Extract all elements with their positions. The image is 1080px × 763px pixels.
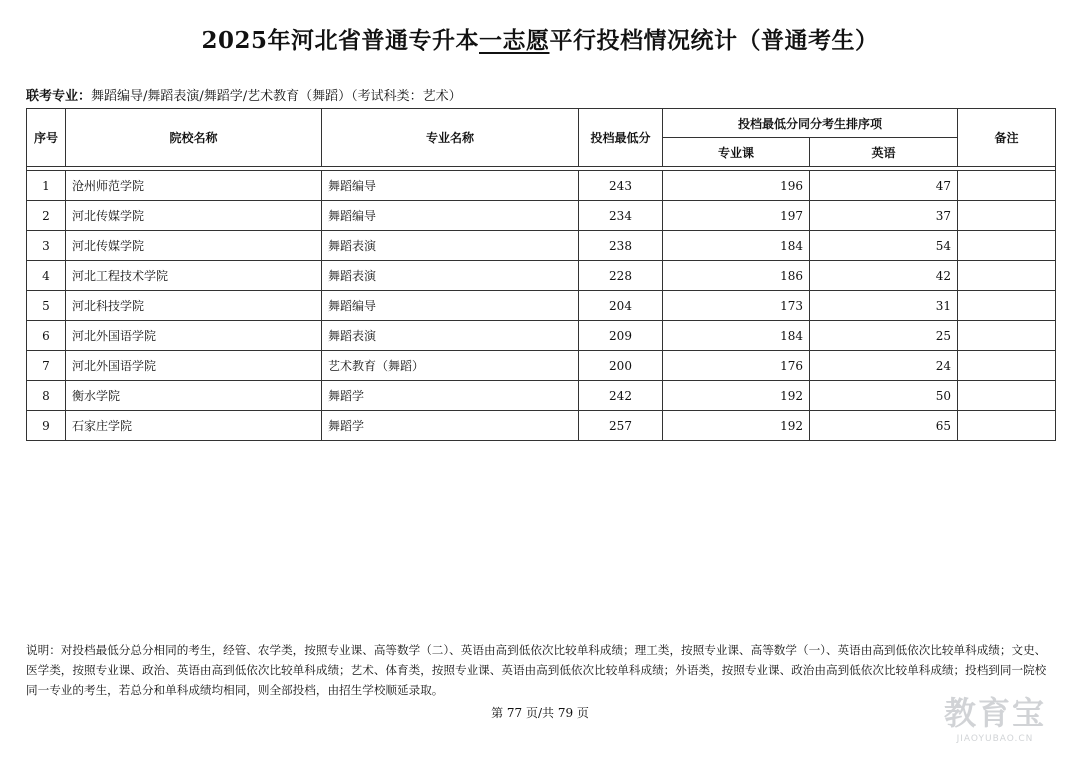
cell-remarks — [958, 171, 1056, 201]
header-min-score: 投档最低分 — [579, 109, 663, 167]
cell-min-score: 242 — [579, 381, 663, 411]
cell-school: 河北传媒学院 — [66, 231, 322, 261]
cell-major: 舞蹈表演 — [322, 231, 579, 261]
table-row — [27, 231, 1056, 261]
cell-min-score: 257 — [579, 411, 663, 441]
header-remarks: 备注 — [958, 109, 1056, 167]
cell-remarks — [958, 231, 1056, 261]
cell-index: 6 — [27, 321, 66, 351]
header-index: 序号 — [27, 109, 66, 167]
cell-min-score: 243 — [579, 171, 663, 201]
cell-major-course: 173 — [663, 291, 810, 321]
cell-major-course: 184 — [663, 321, 810, 351]
cell-major-course: 192 — [663, 381, 810, 411]
cell-index: 2 — [27, 201, 66, 231]
cell-remarks — [958, 381, 1056, 411]
cell-major-course: 197 — [663, 201, 810, 231]
cell-index: 8 — [27, 381, 66, 411]
page-number: 第 77 页/共 79 页 — [491, 706, 589, 720]
cell-major: 舞蹈编导 — [322, 291, 579, 321]
watermark-logo — [930, 688, 1060, 744]
cell-remarks — [958, 201, 1056, 231]
cell-index: 5 — [27, 291, 66, 321]
table-body — [27, 167, 1056, 441]
table-row — [27, 201, 1056, 231]
header-school: 院校名称 — [66, 109, 322, 167]
cell-min-score: 200 — [579, 351, 663, 381]
cell-major-course: 192 — [663, 411, 810, 441]
cell-english: 47 — [810, 171, 958, 201]
cell-english: 24 — [810, 351, 958, 381]
cell-remarks — [958, 351, 1056, 381]
table-row — [27, 291, 1056, 321]
cell-major: 舞蹈表演 — [322, 261, 579, 291]
cell-major: 舞蹈编导 — [322, 201, 579, 231]
cell-major-course: 176 — [663, 351, 810, 381]
watermark-url: JIAOYUBAO.CN — [956, 734, 1034, 744]
title-underlined: 一志愿 — [479, 27, 550, 54]
cell-english: 54 — [810, 231, 958, 261]
cell-major: 舞蹈学 — [322, 381, 579, 411]
cell-remarks — [958, 291, 1056, 321]
header-tie-group: 投档最低分同分考生排序项 — [663, 109, 958, 138]
cell-min-score: 234 — [579, 201, 663, 231]
cell-min-score: 209 — [579, 321, 663, 351]
table-row — [27, 171, 1056, 201]
cell-major-course: 196 — [663, 171, 810, 201]
cell-min-score: 228 — [579, 261, 663, 291]
cell-remarks — [958, 321, 1056, 351]
cell-index: 7 — [27, 351, 66, 381]
watermark-text: 教育宝 — [943, 694, 1046, 732]
header-english: 英语 — [810, 138, 958, 167]
cell-school: 石家庄学院 — [66, 411, 322, 441]
cell-major-course: 184 — [663, 231, 810, 261]
table-row — [27, 381, 1056, 411]
title-suffix: 平行投档情况统计（普通考生） — [549, 27, 879, 54]
cell-major: 艺术教育（舞蹈） — [322, 351, 579, 381]
page-title — [0, 22, 1080, 55]
cell-index: 9 — [27, 411, 66, 441]
cell-english: 25 — [810, 321, 958, 351]
table-row — [27, 351, 1056, 381]
cell-major: 舞蹈编导 — [322, 171, 579, 201]
subtitle — [26, 85, 462, 104]
cell-school: 河北传媒学院 — [66, 201, 322, 231]
cell-major: 舞蹈表演 — [322, 321, 579, 351]
cell-school: 河北外国语学院 — [66, 351, 322, 381]
cell-remarks — [958, 411, 1056, 441]
cell-english: 42 — [810, 261, 958, 291]
table-row — [27, 321, 1056, 351]
table-row — [27, 261, 1056, 291]
cell-english: 65 — [810, 411, 958, 441]
cell-english: 37 — [810, 201, 958, 231]
cell-min-score: 204 — [579, 291, 663, 321]
cell-min-score: 238 — [579, 231, 663, 261]
header-major: 专业名称 — [322, 109, 579, 167]
admission-table — [26, 108, 1056, 441]
title-prefix: 2025年河北省普通专升本 — [201, 27, 479, 54]
cell-index: 3 — [27, 231, 66, 261]
cell-remarks — [958, 261, 1056, 291]
cell-index: 1 — [27, 171, 66, 201]
subtitle-label: 联考专业： — [26, 89, 92, 104]
cell-index: 4 — [27, 261, 66, 291]
subtitle-text: 舞蹈编导/舞蹈表演/舞蹈学/艺术教育（舞蹈）（考试科类：艺术） — [91, 89, 462, 104]
header-major-course: 专业课 — [663, 138, 810, 167]
explanation-note: 说明：对投档最低分总分相同的考生，经管、农学类，按照专业课、高等数学（二）、英语由高到低依次比较单科成绩；理工类，按照专业课、高等数学（一）、英语由高到低依次比较单科成绩；文史、医学类，按照专业课、政治、英语由高到低依次比较单科成绩；艺术、体育类，按照专业课、英语由高到低依次比较单科成绩；外语类，按照专业课、政治由高到低依次比较单科成绩；投档到同一院校同一专业的考生，若总分和单科成绩均相同，则全部投档，由招生学校顺延录取。 — [26, 643, 1047, 697]
cell-major: 舞蹈学 — [322, 411, 579, 441]
table-row — [27, 411, 1056, 441]
cell-school: 衡水学院 — [66, 381, 322, 411]
cell-school: 河北工程技术学院 — [66, 261, 322, 291]
cell-school: 沧州师范学院 — [66, 171, 322, 201]
cell-school: 河北科技学院 — [66, 291, 322, 321]
cell-school: 河北外国语学院 — [66, 321, 322, 351]
cell-english: 50 — [810, 381, 958, 411]
cell-english: 31 — [810, 291, 958, 321]
cell-major-course: 186 — [663, 261, 810, 291]
